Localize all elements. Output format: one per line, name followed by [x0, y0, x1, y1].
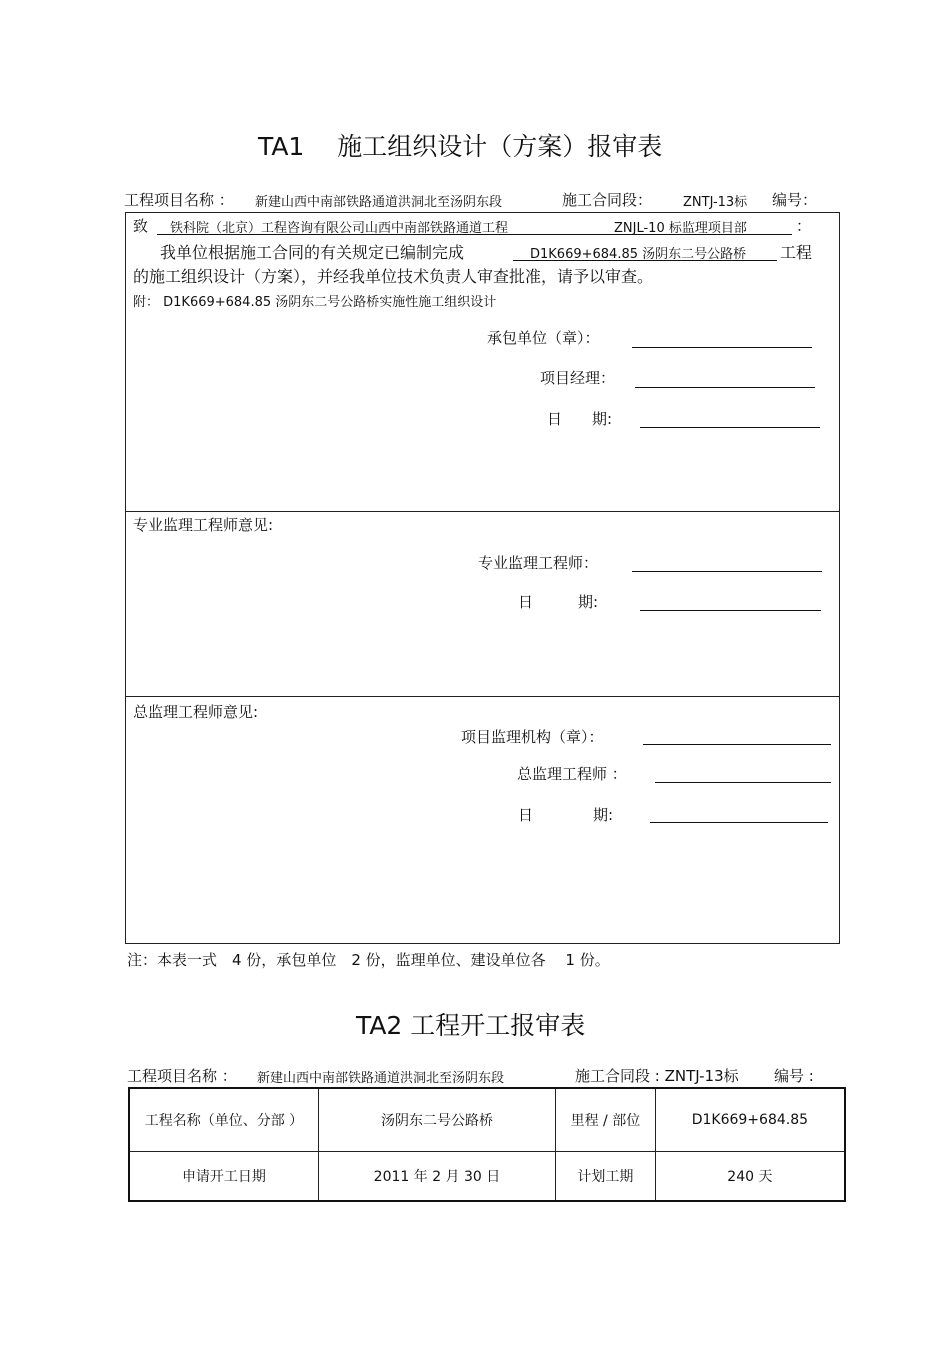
ta2-start-date-label: 申请开工日期 — [129, 1152, 318, 1202]
ta1-date-line-1 — [640, 427, 820, 428]
ta1-to-org: 铁科院（北京）工程咨询有限公司山西中南部铁路通道工程 — [170, 221, 509, 236]
ta2-contract-label: 施工合同段 : ZNTJ-13标 — [575, 1067, 739, 1085]
ta1-specialist-engineer-line — [632, 571, 822, 572]
ta1-supervision-seal-label: 项目监理机构（章）： — [461, 728, 604, 746]
table-row — [129, 1152, 845, 1202]
table-row — [129, 1088, 845, 1152]
ta1-project-manager-label: 项目经理： — [540, 369, 616, 387]
ta1-specialist-opinion: 专业监理工程师意见: — [133, 516, 274, 534]
ta2-duration-label: 计划工期 — [556, 1152, 656, 1202]
ta1-chief-engineer-line — [655, 782, 831, 783]
ta1-date-line-2 — [640, 610, 821, 611]
ta1-date-label-3: 日 期: — [518, 806, 614, 824]
ta1-supervision-seal-line — [643, 744, 831, 745]
ta1-section-divider-2 — [125, 696, 840, 697]
ta2-mileage-label: 里程 / 部位 — [556, 1088, 656, 1152]
ta2-project-name-value: 汤阴东二号公路桥 — [318, 1088, 555, 1152]
ta2-start-date-value: 2011 年 2 月 30 日 — [318, 1152, 555, 1202]
ta1-to-dept: ZNJL-10 标监理项目部 — [614, 221, 747, 236]
ta1-note: 注：本表一式 4 份，承包单位 2 份，监理单位、建设单位各 1 份。 — [127, 951, 610, 969]
ta1-form-frame — [125, 212, 840, 944]
ta1-attachment: 附： D1K669+684.85 汤阴东二号公路桥实施性施工组织设计 — [133, 295, 497, 310]
ta1-section-divider-1 — [125, 511, 840, 512]
ta1-date-line-3 — [650, 822, 828, 823]
ta2-title: TA2 工程开工报审表 — [356, 1011, 586, 1040]
ta2-duration-value: 240 天 — [655, 1152, 845, 1202]
ta2-project-value: 新建山西中南部铁路通道洪洞北至汤阴东段 — [257, 1071, 505, 1086]
ta1-date-label-2: 日 期: — [518, 593, 599, 611]
ta1-project-manager-line — [635, 387, 815, 388]
ta1-to-prefix: 致 — [133, 217, 149, 235]
ta1-title: TA1 施工组织设计（方案）报审表 — [258, 132, 663, 161]
ta1-contractor-seal-label: 承包单位（章）： — [487, 329, 600, 347]
ta2-project-name-label: 工程名称（单位、分部 ） — [129, 1088, 318, 1152]
ta1-body-line1-suffix: 工程 — [780, 243, 813, 262]
ta1-to-underline — [157, 234, 792, 235]
ta1-contract-label: 施工合同段： — [562, 191, 653, 209]
ta1-chief-opinion: 总监理工程师意见: — [133, 703, 259, 721]
ta1-number-label: 编号： — [772, 191, 818, 209]
ta1-date-label-1: 日 期: — [547, 410, 613, 428]
ta1-contract-value: ZNTJ-13标 — [683, 195, 748, 210]
ta2-number-label: 编号 : — [774, 1067, 814, 1085]
ta1-body-line1-prefix: 我单位根据施工合同的有关规定已编制完成 — [160, 243, 465, 262]
ta1-specialist-engineer-label: 专业监理工程师： — [478, 554, 599, 572]
ta1-project-label: 工程项目名称 ： — [124, 191, 234, 209]
ta1-project-value: 新建山西中南部铁路通道洪洞北至汤阴东段 — [255, 195, 503, 210]
ta1-mileage-underline — [513, 260, 777, 261]
ta1-body-line1-mileage: D1K669+684.85 汤阴东二号公路桥 — [530, 247, 747, 262]
ta1-body-line2: 的施工组织设计（方案），并经我单位技术负责人审查批准，请予以审查。 — [133, 267, 654, 286]
ta2-project-label: 工程项目名称 ： — [127, 1067, 237, 1085]
ta2-mileage-value: D1K669+684.85 — [655, 1088, 845, 1152]
ta1-contractor-seal-line — [632, 347, 812, 348]
ta1-to-colon: ： — [796, 217, 812, 235]
ta1-chief-engineer-label: 总监理工程师 ： — [517, 765, 627, 783]
ta2-table — [128, 1087, 846, 1202]
